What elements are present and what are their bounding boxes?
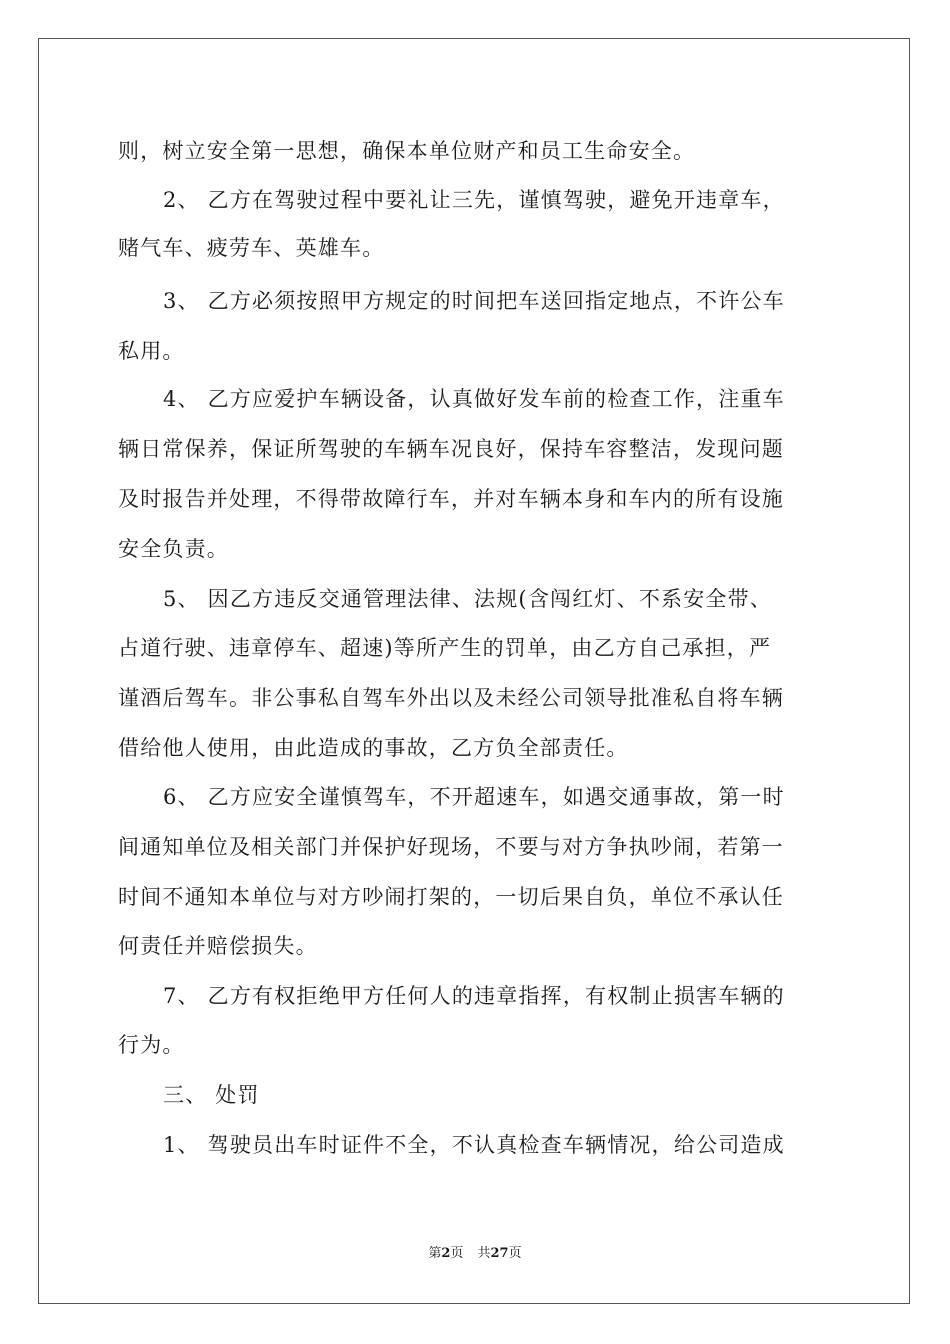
text-line: 何责任并赔偿损失。 <box>118 934 318 958</box>
page-prefix: 第 <box>428 1246 442 1261</box>
text-line: 4、 乙方应爱护车辆设备，认真做好发车前的检查工作，注重车 <box>163 387 785 411</box>
text-line: 2、 乙方在驾驶过程中要礼让三先，谨慎驾驶，避免开违章车， <box>163 188 785 212</box>
text-line: 1、 驾驶员出车时证件不全，不认真检查车辆情况，给公司造成 <box>163 1133 785 1157</box>
section-heading: 三、 处罚 <box>163 1083 260 1107</box>
text-line: 时间不通知本单位与对方吵闹打架的，一切后果自负，单位不承认任 <box>118 885 784 909</box>
text-line: 间通知单位及相关部门并保护好现场，不要与对方争执吵闹，若第一 <box>118 835 784 859</box>
text-line: 5、 因乙方违反交通管理法律、法规(含闯红灯、不系安全带、 <box>163 587 773 611</box>
total-suffix: 页 <box>508 1246 522 1261</box>
page-suffix: 页 <box>450 1246 464 1261</box>
text-line: 辆日常保养，保证所驾驶的车辆车况良好，保持车容整洁，发现问题 <box>118 437 784 461</box>
text-line: 则，树立安全第一思想，确保本单位财产和员工生命安全。 <box>118 139 696 163</box>
text-line: 7、 乙方有权拒绝甲方任何人的违章指挥，有权制止损害车辆的 <box>163 984 785 1008</box>
text-line: 占道行驶、违章停车、超速)等所产生的罚单，由乙方自己承担，严 <box>118 636 772 660</box>
text-line: 6、 乙方应安全谨慎驾车，不开超速车，如遇交通事故，第一时 <box>163 785 785 809</box>
page-number: 2 <box>441 1246 451 1261</box>
text-line: 及时报告并处理，不得带故障行车，并对车辆本身和车内的所有设施 <box>118 487 784 511</box>
page-border <box>38 38 910 1304</box>
text-line: 3、 乙方必须按照甲方规定的时间把车送回指定地点，不许公车 <box>163 289 785 313</box>
text-line: 赌气车、疲劳车、英雄车。 <box>118 236 385 260</box>
total-prefix: 共 <box>477 1246 491 1261</box>
text-line: 私用。 <box>118 339 185 363</box>
text-line: 行为。 <box>118 1033 185 1057</box>
text-line: 谨酒后驾车。非公事私自驾车外出以及未经公司领导批准私自将车辆 <box>118 686 784 710</box>
text-line: 安全负责。 <box>118 537 229 561</box>
total-pages: 27 <box>490 1246 509 1261</box>
page-footer <box>0 1245 950 1263</box>
text-line: 借给他人使用，由此造成的事故，乙方负全部责任。 <box>118 736 629 760</box>
